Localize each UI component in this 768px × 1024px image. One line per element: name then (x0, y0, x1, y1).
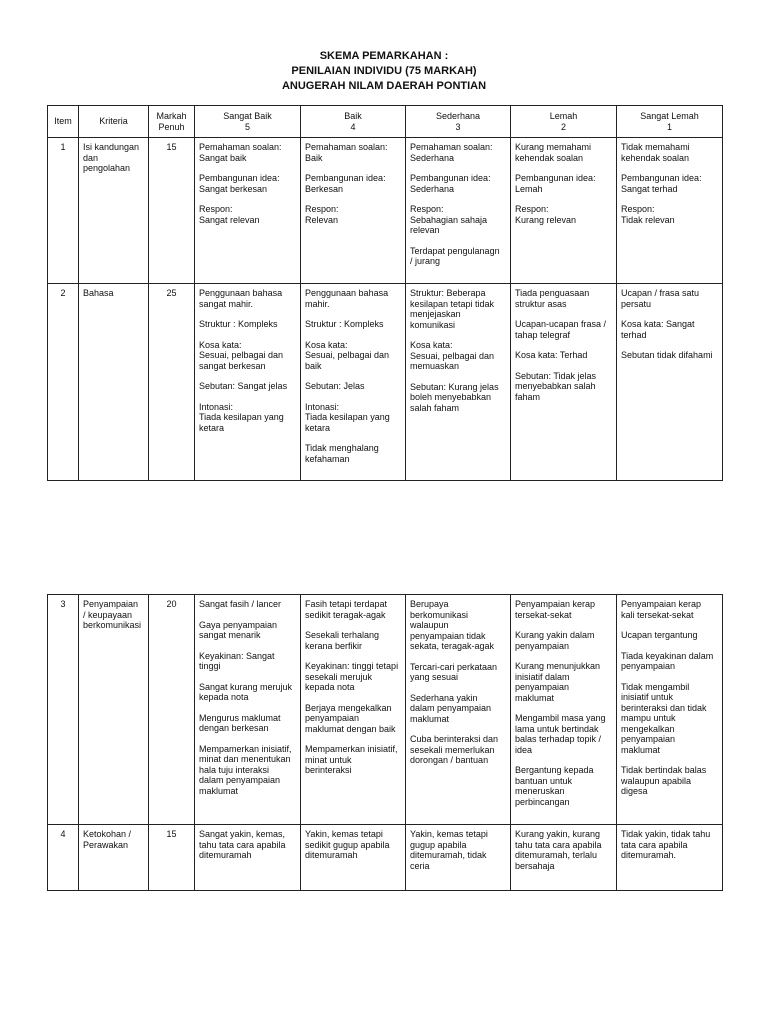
descriptor-lemah (511, 595, 617, 825)
descriptor-paragraph: Sangat fasih / lancer (199, 599, 282, 609)
descriptor-paragraph: Pembangunan idea: Sangat terhad (621, 173, 702, 194)
descriptor-paragraph: Kosa kata: Sesuai, pelbagai dan baik (305, 339, 390, 371)
markah-penuh-cell: 20 (149, 595, 195, 825)
descriptor-paragraph: Pembangunan idea: Sangat berkesan (199, 173, 280, 194)
descriptor-paragraph: Terdapat pengulanagn / jurang (410, 245, 500, 266)
descriptor-paragraph: Mengambil masa yang lama untuk bertindak balas terhadap topik / idea (515, 713, 606, 755)
descriptor-baik (301, 138, 406, 284)
descriptor-paragraph: Pembangunan idea: Lemah (515, 173, 596, 194)
markah-penuh-cell: 15 (149, 825, 195, 891)
descriptor-sangat-baik (195, 825, 301, 891)
rubric-table-part-2 (47, 594, 723, 891)
descriptor-paragraph: Tidak mengambil inisiatif untuk berinteraksi dan tidak mampu untuk mengekalkan penyampaian maklumat (621, 681, 707, 755)
descriptor-paragraph: Tidak menghalang kefahaman (305, 443, 379, 464)
header-kriteria: Kriteria (79, 106, 149, 138)
descriptor-paragraph: Mempamerkan inisiatif, minat dan menentukan hala tuju interaksi dalam penyampaian maklumat (199, 743, 292, 796)
descriptor-paragraph: Kurang memahami kehendak soalan (515, 142, 592, 163)
descriptor-paragraph: Bergantung kepada bantuan untuk meneruskan perbincangan (515, 765, 594, 807)
kriteria-cell: Bahasa (79, 284, 149, 481)
descriptor-paragraph: Kosa kata: Sangat terhad (621, 319, 695, 340)
descriptor-paragraph: Sebutan: Kurang jelas boleh menyebabkan salah faham (410, 381, 499, 413)
descriptor-paragraph: Respon: Kurang relevan (515, 204, 577, 225)
descriptor-paragraph: Sebutan: Tidak jelas menyebabkan salah faham (515, 370, 597, 402)
descriptor-baik (301, 825, 406, 891)
descriptor-baik (301, 284, 406, 481)
descriptor-paragraph: Intonasi: Tiada kesilapan yang ketara (305, 401, 390, 433)
descriptor-paragraph: Penyampaian kerap kali tersekat-sekat (621, 599, 702, 620)
title-line-2: PENILAIAN INDIVIDU (75 MARKAH) (291, 65, 477, 77)
descriptor-paragraph: Sederhana yakin dalam penyampaian maklumat (410, 692, 492, 724)
descriptor-paragraph: Keyakinan: Sangat tinggi (199, 650, 275, 671)
header-level-2: Lemah 2 (511, 106, 617, 138)
descriptor-paragraph: Struktur : Kompleks (305, 319, 384, 329)
descriptor-sangat-lemah (617, 284, 723, 481)
descriptor-paragraph: Respon: Relevan (305, 204, 339, 225)
descriptor-paragraph: Mengurus maklumat dengan berkesan (199, 712, 281, 733)
descriptor-sangat-baik (195, 138, 301, 284)
descriptor-sangat-baik (195, 595, 301, 825)
descriptor-lemah (511, 138, 617, 284)
descriptor-sederhana (406, 825, 511, 891)
descriptor-paragraph: Fasih tetapi terdapat sedikit teragak-agak (305, 599, 388, 620)
descriptor-paragraph: Sangat yakin, kemas, tahu tata cara apabila ditemuramah (199, 829, 286, 860)
descriptor-paragraph: Respon: Sangat relevan (199, 204, 260, 225)
descriptor-paragraph: Cuba berinteraksi dan sesekali memerlukan dorongan / bantuan (410, 734, 499, 765)
kriteria-cell: Isi kandungan dan pengolahan (79, 138, 149, 284)
descriptor-paragraph: Penggunaan bahasa sangat mahir. (199, 288, 283, 309)
descriptor-paragraph: Sebutan tidak difahami (621, 350, 713, 360)
descriptor-sangat-lemah (617, 825, 723, 891)
descriptor-paragraph: Gaya penyampaian sangat menarik (199, 619, 278, 640)
item-number: 1 (48, 138, 79, 284)
descriptor-paragraph: Ucapan / frasa satu persatu (621, 288, 700, 309)
descriptor-paragraph: Respon: Tidak relevan (621, 204, 675, 225)
header-level-4: Baik 4 (301, 106, 406, 138)
descriptor-paragraph: Pemahaman soalan: Baik (305, 142, 388, 163)
descriptor-paragraph: Pembangunan idea: Sederhana (410, 173, 491, 194)
title-line-3: ANUGERAH NILAM DAERAH PONTIAN (281, 80, 487, 92)
descriptor-paragraph: Pemahaman soalan: Sederhana (410, 142, 493, 163)
descriptor-paragraph: Kosa kata: Sesuai, pelbagai dan memuaskan (410, 340, 495, 371)
markah-penuh-cell: 15 (149, 138, 195, 284)
table-row (48, 284, 723, 481)
descriptor-paragraph: Yakin, kemas tetapi sedikit gugup apabila ditemuramah (305, 829, 390, 860)
item-number: 4 (48, 825, 79, 891)
descriptor-paragraph: Respon: Sebahagian sahaja relevan (410, 204, 488, 235)
descriptor-paragraph: Struktur : Kompleks (199, 319, 278, 329)
descriptor-paragraph: Tidak bertindak balas walaupun apabila digesa (621, 765, 707, 796)
rubric-table-part-1 (47, 105, 723, 481)
descriptor-paragraph: Tidak memahami kehendak soalan (621, 142, 690, 163)
header-level-3: Sederhana 3 (406, 106, 511, 138)
descriptor-paragraph: Ucapan tergantung (621, 630, 698, 640)
descriptor-paragraph: Penggunaan bahasa mahir. (305, 288, 389, 309)
descriptor-lemah (511, 284, 617, 481)
header-markah-penuh: Markah Penuh (149, 106, 195, 138)
descriptor-sangat-lemah (617, 138, 723, 284)
descriptor-paragraph: Berjaya mengekalkan penyampaian maklumat dengan baik (305, 702, 396, 734)
descriptor-paragraph: Tidak yakin, tidak tahu tata cara apabila ditemuramah. (621, 829, 711, 860)
descriptor-paragraph: Kosa kata: Terhad (515, 350, 588, 360)
descriptor-paragraph: Tiada penguasaan struktur asas (515, 288, 590, 309)
item-number: 2 (48, 284, 79, 481)
title-line-1: SKEMA PEMARKAHAN : (319, 50, 449, 62)
item-number: 3 (48, 595, 79, 825)
table-header-row (48, 106, 723, 138)
descriptor-paragraph: Intonasi: Tiada kesilapan yang ketara (199, 401, 284, 433)
descriptor-sederhana (406, 284, 511, 481)
descriptor-paragraph: Sangat kurang merujuk kepada nota (199, 681, 293, 702)
descriptor-paragraph: Kurang yakin dalam penyampaian (515, 630, 595, 651)
descriptor-paragraph: Kurang yakin, kurang tahu tata cara apabila ditemuramah, terlalu bersahaja (515, 829, 602, 871)
descriptor-paragraph: Penyampaian kerap tersekat-sekat (515, 599, 596, 620)
descriptor-baik (301, 595, 406, 825)
descriptor-paragraph: Yakin, kemas tetapi gugup apabila ditemuramah, tidak ceria (410, 829, 488, 871)
document-title (0, 49, 768, 94)
descriptor-sangat-baik (195, 284, 301, 481)
descriptor-sederhana (406, 595, 511, 825)
descriptor-paragraph: Kosa kata: Sesuai, pelbagai dan sangat berkesan (199, 339, 284, 371)
kriteria-cell: Penyampaian / keupayaan berkomunikasi (79, 595, 149, 825)
descriptor-paragraph: Pemahaman soalan: Sangat baik (199, 142, 282, 163)
descriptor-paragraph: Ucapan-ucapan frasa / tahap telegraf (515, 319, 607, 340)
descriptor-sederhana (406, 138, 511, 284)
descriptor-paragraph: Tiada keyakinan dalam penyampaian (621, 650, 714, 671)
descriptor-paragraph: Berupaya berkomunikasi walaupun penyampaian tidak sekata, teragak-agak (410, 599, 495, 651)
descriptor-paragraph: Sebutan: Sangat jelas (199, 381, 288, 391)
table-row (48, 595, 723, 825)
descriptor-paragraph: Sesekali terhalang kerana berfikir (305, 630, 380, 651)
descriptor-paragraph: Struktur: Beberapa kesilapan tetapi tidak menjejaskan komunikasi (410, 288, 495, 330)
table-row (48, 825, 723, 891)
header-item: Item (48, 106, 79, 138)
descriptor-paragraph: Pembangunan idea: Berkesan (305, 173, 386, 194)
descriptor-paragraph: Sebutan: Jelas (305, 381, 365, 391)
markah-penuh-cell: 25 (149, 284, 195, 481)
table-row (48, 138, 723, 284)
descriptor-sangat-lemah (617, 595, 723, 825)
descriptor-paragraph: Kurang menunjukkan inisiatif dalam penyampaian maklumat (515, 661, 601, 703)
descriptor-paragraph: Tercari-cari perkataan yang sesuai (410, 661, 498, 682)
descriptor-lemah (511, 825, 617, 891)
header-level-5: Sangat Baik 5 (195, 106, 301, 138)
descriptor-paragraph: Mempamerkan inisiatif, minat untuk berinteraksi (305, 744, 398, 775)
header-level-1: Sangat Lemah 1 (617, 106, 723, 138)
kriteria-cell: Ketokohan / Perawakan (79, 825, 149, 891)
descriptor-paragraph: Keyakinan: tinggi tetapi sesekali merujuk kepada nota (305, 661, 399, 692)
